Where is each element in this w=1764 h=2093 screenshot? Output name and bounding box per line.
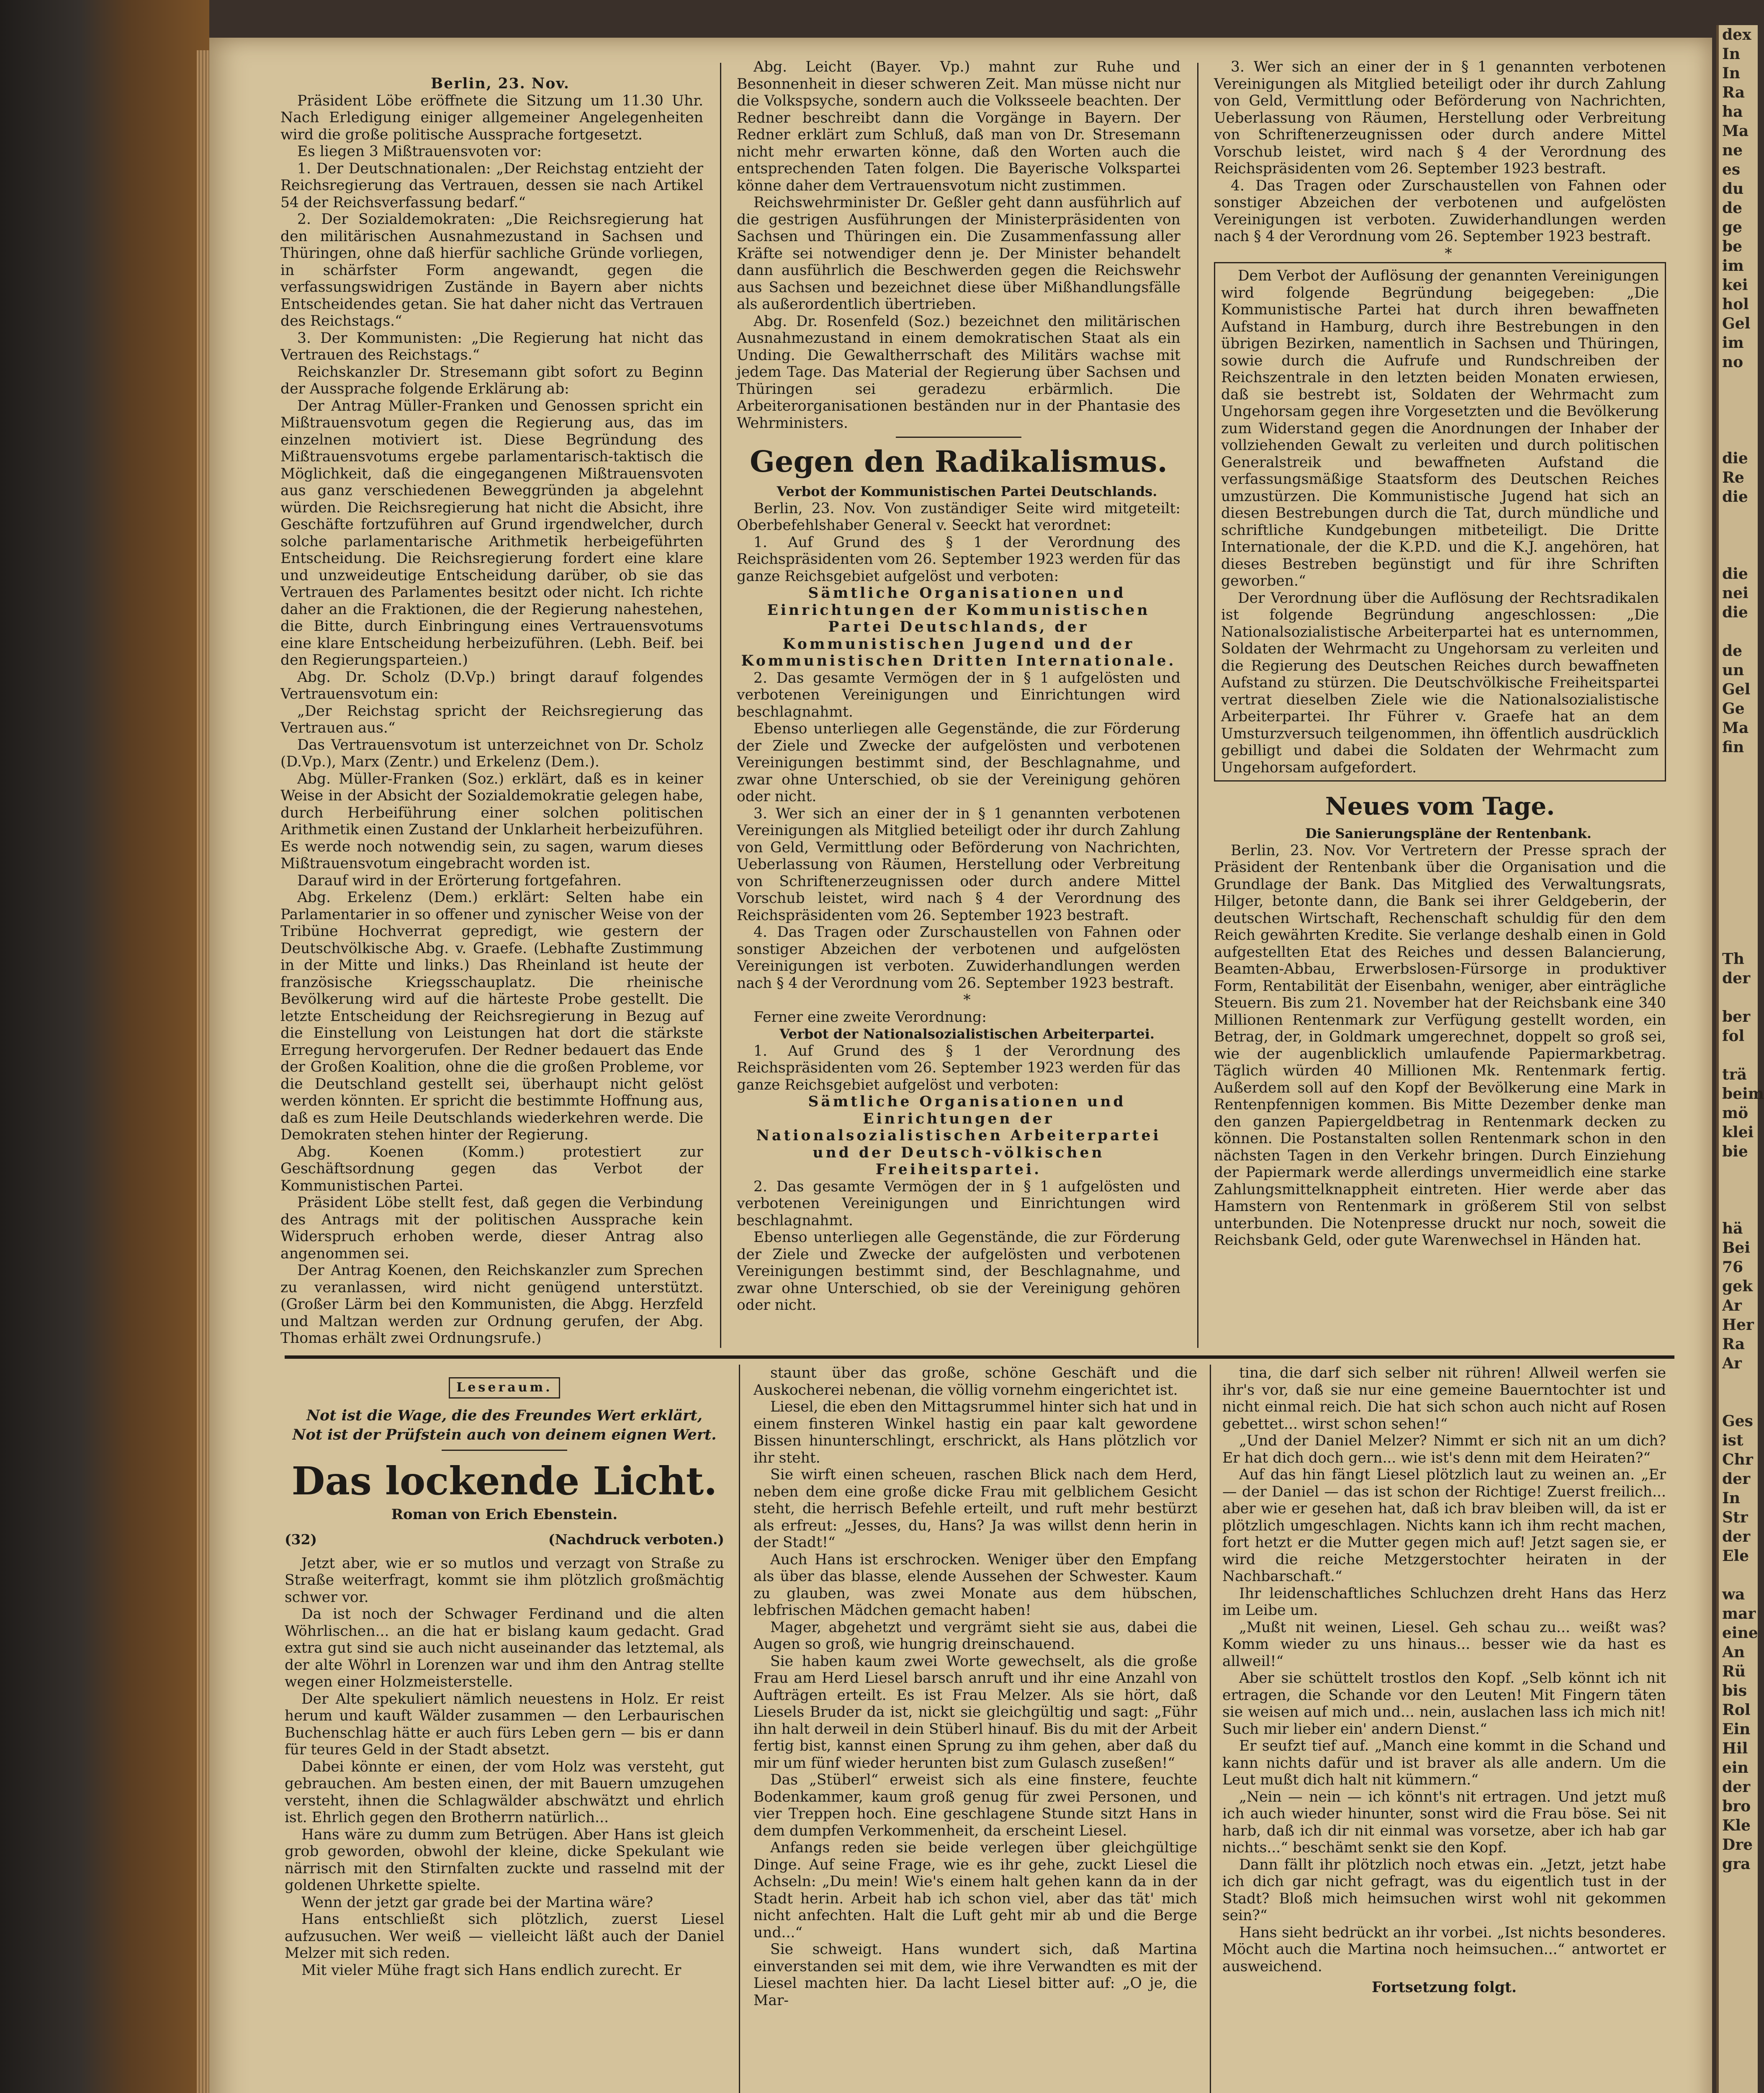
paragraph: Es liegen 3 Mißtrauensvoten vor: — [297, 143, 542, 160]
adjacent-page-fragment: Str — [1722, 1509, 1748, 1526]
adjacent-page-fragment: du — [1722, 180, 1744, 198]
column-divider — [1210, 1365, 1211, 2093]
paragraph: Berlin, 23. Nov. Vor Vertretern der Presse sprach der Präsident der Rentenbank über die Organisation und die Grundlage der Bank. Das Mitglied des Verwaltungsrats, Hilger, betonte dann, die Bank sei ihrer Geldgeberin, der deutschen Wirtschaft, Rechenschaft schuldig für den dem Reich gewährten Kredite. Sie verlange deshalb einen in Gold aufgestellten Etat des Reiches und dessen Balancierung, Beamten-Abbau, Erwerbslosen-Fürsorge in produktiver Form, Rentabilität der Eisenbahn, weniger, aber einträgliche Steuern. Bis zum 21. November hat der Reichsbank eine 340 Millionen Rentenmark zur Verfügung gestellt worden, ein Betrag, der, in Goldmark umgerechnet, doppelt so groß sei, wie der augenblicklich umlaufende Papiermarkbetrag. Täglich würden 40 Millionen Mk. Rentenmark fertig. Außerdem soll auf den Kopf der Bevölkerung eine Mark in Rentenpfennigen kommen. Bis Mitte Dezember denke man den ganzen Papiergeldbetrag in Rentenmark decken zu können. Die Postanstalten sollen Rentenmark schon in den nächsten Tagen in den Verkehr bringen. Durch Einziehung der Papiermark werde allerdings unvermeidlich eine starke Zahlungsmittelknappheit eintreten. Hier werde aber das Hamstern von Rentenmark in größerem Stil von selbst unterbunden. Die Notenpresse druckt nur noch, soweit die Reichsbank Geld, oder gute Warenwechsel in Händen hat. — [1214, 842, 1666, 1249]
paragraph: Abg. Dr. Scholz (D.Vp.) bringt darauf folgendes Vertrauensvotum ein: — [280, 669, 703, 702]
decree-text: Sämtliche Organisationen und Einrichtungen der Nationalsozialistischen Arbeiterpartei und der Deutsch-völkischen Freiheitspartei. — [756, 1093, 1161, 1178]
paragraph: Ihr leidenschaftliches Schluchzen dreht Hans das Herz im Leibe um. — [1222, 1585, 1666, 1619]
section-divider-rule — [285, 1355, 1674, 1359]
adjacent-page-fragment: ber — [1722, 1008, 1751, 1026]
adjacent-page-fragment: Ra — [1722, 84, 1745, 101]
adjacent-page-fragment: ne — [1722, 141, 1743, 159]
paragraph: Der Antrag Müller-Franken und Genossen spricht ein Mißtrauensvotum gegen die Regierung aus, das im einzelnen motiviert ist. Diese Begründung des Mißtrauensvotums ergebe parlamentarisch-taktisch die Möglichkeit, daß die eingegangenen Mißtrauensvoten aus ganz verschiedenen Beweggründen ja abgelehnt würden. Die Reichsregierung hat nicht die Absicht, ihre Geschäfte fortzuführen auf Grund irgendwelcher, durch solche parlamentarische Arithmetik herbeigeführten Entscheidung. Die Reichsregierung fordert eine klare und unzweideutige Entscheidung darüber, ob sie das Vertrauen des Parlamentes besitzt oder nicht. Ich richte daher an die Fraktionen, die der Regierung nahestehen, die Bitte, durch Einbringung eines Vertrauensvotums eine klare Entscheidung herbeizuführen. (Lebh. Beif. bei den Regierungsparteien.) — [280, 397, 703, 669]
adjacent-page-fragment — [1719, 988, 1758, 1007]
adjacent-page-fragment: no — [1722, 353, 1743, 371]
paragraph: Ebenso unterliegen alle Gegenstände, die zur Förderung der Ziele und Zwecke der aufgelösten und verbotenen Vereinigungen bestimmt sind, der Beschlagnahme, und zwar ohne Unterschied, ob sie der Vereinigung gehören oder nicht. — [737, 720, 1180, 805]
section-rule — [442, 1450, 567, 1451]
adjacent-page-fragment: Ein — [1722, 1720, 1751, 1738]
adjacent-page-fragment — [1719, 1566, 1758, 1585]
column-divider — [1197, 63, 1198, 1348]
decree-text: Sämtliche Organisationen und Einrichtungen der Kommunistischen Partei Deutschlands, der Kommunistischen Jugend und der Kommunistischen Dritten Internationale. — [741, 585, 1176, 669]
adjacent-page-fragment: Ele — [1722, 1547, 1749, 1565]
adjacent-page-fragment: Gel — [1722, 315, 1751, 332]
paragraph: Hans wäre zu dumm zum Betrügen. Aber Hans ist gleich grob geworden, obwohl der kleine, dicke Spekulant wie närrisch mit den Stirnfalten zuckte und rasselnd mit der goldenen Uhrkette spielte. — [285, 1826, 724, 1894]
novel-author: Roman von Erich Ebenstein. — [391, 1506, 618, 1523]
paragraph: Der Alte spekuliert nämlich neuestens in Holz. Er reist herum und kauft Wälder zusammen — den Lerbaurischen Buchenschlag hätte er auch fürs Leben gern — bis er dann für teures Geld in der Stadt absetzt. — [285, 1690, 724, 1758]
adjacent-page-fragment: die — [1722, 450, 1748, 467]
column-2 — [737, 59, 1180, 1314]
adjacent-page-fragment — [1719, 872, 1758, 892]
adjacent-page-strip — [1716, 25, 1764, 2093]
adjacent-page-fragment — [1719, 526, 1758, 545]
adjacent-page-fragment — [1719, 1180, 1758, 1200]
adjacent-page-fragment: trä — [1722, 1066, 1747, 1083]
subheadline: Verbot der Nationalsozialistischen Arbeiterpartei. — [779, 1026, 1155, 1042]
paragraph: Liesel, die eben den Mittagsrummel hinter sich hat und in einem finsteren Winkel hastig ein paar kalt gewordene Bissen hinunterschlingt, erschrickt, als Hans plötzlich vor ihr steht. — [753, 1399, 1197, 1466]
column-divider — [720, 63, 721, 1348]
paragraph: 3. Der Kommunisten: „Die Regierung hat nicht das Vertrauen des Reichstags.“ — [280, 329, 703, 363]
adjacent-page-fragment — [1719, 1373, 1758, 1392]
adjacent-page-fragment: dex — [1722, 26, 1751, 44]
adjacent-page-fragment: Kle — [1722, 1817, 1751, 1834]
novel-column-1 — [285, 1377, 724, 1979]
subheadline: Die Sanierungspläne der Rentenbank. — [1305, 825, 1592, 841]
adjacent-page-fragment: Dre — [1722, 1836, 1753, 1854]
adjacent-page-fragment: ist — [1722, 1432, 1743, 1449]
adjacent-page-fragment: Bei — [1722, 1239, 1751, 1257]
adjacent-page-fragment: be — [1722, 238, 1743, 255]
motto-line: Not ist der Prüfstein auch von deinem eignen Wert. — [292, 1426, 717, 1443]
paragraph: Hans entschließt sich plötzlich, zuerst Liesel aufzusuchen. Wer weiß — vielleicht läßt auch der Daniel Melzer mit sich reden. — [285, 1911, 724, 1962]
paragraph: Ebenso unterliegen alle Gegenstände, die zur Förderung der Ziele und Zwecke der aufgelösten und verbotenen Vereinigungen bestimmt sind, der Beschlagnahme, und zwar ohne Unterschied, ob sie der Vereinigung gehören oder nicht. — [737, 1229, 1180, 1314]
headline: Neues vom Tage. — [1325, 792, 1555, 820]
adjacent-page-fragment: Gel — [1722, 681, 1751, 698]
adjacent-page-fragment: An — [1722, 1643, 1745, 1661]
paragraph: Abg. Koenen (Komm.) protestiert zur Geschäftsordnung gegen das Verbot der Kommunistischen Partei. — [280, 1143, 703, 1194]
adjacent-page-fragment: der — [1722, 1528, 1751, 1545]
adjacent-page-fragment — [1719, 410, 1758, 429]
adjacent-page-fragment: 76 — [1722, 1258, 1743, 1276]
paragraph: Abg. Müller-Franken (Soz.) erklärt, daß es in keiner Weise in der Absicht der Sozialdemokratie gelegen habe, durch Herbeiführung einer solchen politischen Arithmetik einen Zustand der Unklarheit herbeizuführen. Es werde noch notwendig sein, zu sagen, warum dieses Mißtrauensvotum eingebracht worden ist. — [280, 770, 703, 872]
adjacent-page-fragment: die — [1722, 604, 1748, 621]
adjacent-page-fragment: In — [1722, 1489, 1741, 1507]
column-divider — [739, 1365, 740, 2093]
adjacent-page-fragment: bie — [1722, 1143, 1748, 1160]
adjacent-page-fragment: mö — [1722, 1104, 1749, 1122]
paragraph: 3. Wer sich an einer der in § 1 genannten verbotenen Vereinigungen als Mitglied beteiligt oder ihr durch Zahlung von Geld, Vermittlung oder Beförderung von Nachrichten, Ueberlassung von Räumen, Herstellung oder Verbreitung von Schriftenerzeugnissen oder durch andere Mittel Vorschub leistet, wird nach § 4 der Verordnung des Reichspräsidenten vom 26. September 1923 bestraft. — [737, 805, 1180, 924]
adjacent-page-fragment: Chr — [1722, 1451, 1753, 1468]
adjacent-page-fragment: ha — [1722, 103, 1743, 121]
paragraph: Mager, abgehetzt und vergrämt sieht sie aus, dabei die Augen so groß, wie hungrig dreinschauend. — [753, 1619, 1197, 1653]
paragraph: 2. Das gesamte Vermögen der in § 1 aufgelösten und verbotenen Vereinigungen und Einrichtungen wird beschlagnahmt. — [737, 669, 1180, 720]
separator-star: * — [1445, 245, 1452, 262]
adjacent-page-fragment: Re — [1722, 469, 1744, 486]
adjacent-page-fragment: klei — [1722, 1124, 1754, 1141]
adjacent-page-fragment — [1719, 892, 1758, 911]
adjacent-page-fragment: im — [1722, 334, 1744, 352]
adjacent-page-fragment: Rü — [1722, 1663, 1746, 1680]
adjacent-page-fragment: fin — [1722, 738, 1744, 756]
paragraph: Reichskanzler Dr. Stresemann gibt sofort zu Beginn der Aussprache folgende Erklärung ab: — [280, 363, 703, 397]
paragraph: Der Verordnung über die Auflösung der Rechtsradikalen ist folgende Begründung angeschlossen: „Die Nationalsozialistische Arbeiterpartei hat es unternommen, Soldaten der Wehrmacht zu Ungehorsam zu verleiten und die Regierung des Deutschen Reiches durch bewaffneten Aufstand zu stürzen. Die Deutschvölkische Freiheitspartei vertrat dieselben Ziele wie die Nationalsozialistische Arbeiterpartei. Ihr Führer v. Graefe hat an dem Umsturzversuch teilgenommen, ihn öffentlich ausdrücklich gebilligt und dabei die Soldaten der Wehrmacht zum Ungehorsam aufgefordert. — [1221, 589, 1659, 776]
adjacent-page-fragment: ein — [1722, 1759, 1749, 1777]
paragraph: 2. Das gesamte Vermögen der in § 1 aufgelösten und verbotenen Vereinigungen und Einrichtungen wird beschlagnahmt. — [737, 1178, 1180, 1229]
adjacent-page-fragment — [1719, 1161, 1758, 1180]
adjacent-page-fragment: der — [1722, 969, 1751, 987]
paragraph: Dabei könnte er einen, der vom Holz was versteht, gut gebrauchen. Am besten einen, der mit Bauern umzugehen versteht, ihnen die Schlagwälder abschwätzt und ehrlich ist. Ehrlich gegen den Brotherrn natürlich... — [285, 1758, 724, 1826]
paragraph: Dem Verbot der Auflösung der genannten Vereinigungen wird folgende Begründung beigegeben: „Die Kommunistische Partei hat durch ihren bewaffneten Aufstand in Hamburg, durch ihre Bestrebungen in den übrigen Bezirken, namentlich in Sachsen und Thüringen, sowie durch die Aufrufe und Rundschreiben der Reichszentrale in den letzten beiden Monaten erwiesen, daß sie bestrebt ist, Soldaten der Wehrmacht zum Ungehorsam gegen ihre Vorgesetzten und die Bevölkerung zum Widerstand gegen die Anordnungen der Inhaber der vollziehenden Gewalt zu verleiten und durch politischen Generalstreik und bewaffneten Aufstand die verfassungsmäßige Staatsform des Deutschen Reiches umzustürzen. Die Kommunistische Jugend hat sich an diesen Bestrebungen durch die Tat, durch mündliche und schriftliche Kundgebungen mitbeteiligt. Die Dritte Internationale, der die K.P.D. und die K.J. angehören, hat dieses Bestreben begünstigt und für ihre Schriften geworben.“ — [1221, 267, 1659, 589]
paragraph: Auf das hin fängt Liesel plötzlich laut zu weinen an. „Er — der Daniel — das ist schon der Richtige! Zuerst freilich... aber wie er gesehen hat, daß ich brav bleiben will, da ist er plötzlich umgeschlagen. Nichts kann ich ihm recht machen, fort hetzt er die Mutter gegen mich auf! Jetzt sagen sie, er wird die reiche Metzgerstochter heiraten in der Nachbarschaft.“ — [1222, 1466, 1666, 1585]
adjacent-page-fragment: In — [1722, 45, 1741, 63]
paragraph: 1. Der Deutschnationalen: „Der Reichstag entzieht der Reichsregierung das Vertrauen, dessen sie nach Artikel 54 der Reichsverfassung bedarf.“ — [280, 160, 703, 211]
adjacent-page-fragment: gek — [1722, 1278, 1753, 1295]
adjacent-page-fragment: In — [1722, 64, 1741, 82]
adjacent-page-fragment — [1719, 911, 1758, 930]
paragraph: „Nein — nein — ich könnt's nit ertragen. Und jetzt muß ich auch wieder hinunter, sonst wird die Frau böse. Sei nit harb, daß ich dir nit einmal was vorsetze, aber ich hab gar nichts...“ beschämt senkt sie den Kopf. — [1222, 1788, 1666, 1856]
paragraph: Abg. Dr. Rosenfeld (Soz.) bezeichnet den militärischen Ausnahmezustand in einem demokratischen Staat als ein Unding. Die Gewaltherrschaft des Militärs wachse mit jedem Tage. Das Material der Regierung über Sachsen und Thüringen sei geradezu erbärmlich. Die Arbeiterorganisationen beständen nur in der Phantasie des Wehrministers. — [737, 313, 1180, 432]
adjacent-page-fragment: Ges — [1722, 1412, 1753, 1430]
adjacent-page-fragment: bro — [1722, 1797, 1751, 1815]
adjacent-page-fragment: es — [1722, 161, 1741, 178]
column-3 — [1214, 59, 1666, 1249]
adjacent-page-fragment — [1719, 757, 1758, 776]
novel-column-2 — [753, 1365, 1197, 2009]
adjacent-page-fragment: beim — [1722, 1085, 1764, 1103]
paragraph: Abg. Erkelenz (Dem.) erklärt: Selten habe ein Parlamentarier in so offener und zynischer Weise von der Tribüne Hochverrat gepredigt, wie gestern der Deutschvölkische Abg. v. Graefe. (Lebhafte Zustimmung in der Mitte und links.) Das Rheinland ist heute der französische Kriegsschauplatz. Die rheinische Bevölkerung wird auf die härteste Probe gestellt. Die letzte Entscheidung der Reichsregierung in Bezug auf die Einstellung von Leistungen hat dort die stärkste Erregung hervorgerufen. Der Redner bedauert das Ende der Großen Koalition, ohne die die großen Probleme, vor die Deutschland gestellt sei, überhaupt nicht gelöst werden könnten. Er spricht die bestimmte Hoffnung aus, daß es zum Heile Deutschlands wiederkehren werde. Die Demokraten stehen hinter der Regierung. — [280, 889, 703, 1143]
paragraph: „Und der Daniel Melzer? Nimmt er sich nit an um dich? Er hat dich doch gern... wie ist's denn mit dem Heiraten?“ — [1222, 1432, 1666, 1466]
paragraph: Auch Hans ist erschrocken. Weniger über den Empfang als über das blasse, elende Aussehen der Schwester. Kaum zu glauben, was zwei Monate aus dem hübschen, lebfrischen Mädchen gemacht haben! — [753, 1551, 1197, 1619]
adjacent-page-fragment — [1719, 834, 1758, 853]
adjacent-page-fragment — [1719, 1046, 1758, 1065]
paragraph: Hans sieht bedrückt an ihr vorbei. „Ist nichts besonderes. Möcht auch die Martina noch heimsuchen...“ antwortet er ausweichend. — [1222, 1924, 1666, 1975]
paragraph: Berlin, 23. Nov. Von zuständiger Seite wird mitgeteilt: Oberbefehlshaber General v. Seeckt hat verordnet: — [737, 500, 1180, 534]
adjacent-page-fragment — [1719, 815, 1758, 834]
adjacent-page-fragment: wa — [1722, 1586, 1745, 1603]
adjacent-page-fragment: Hil — [1722, 1740, 1748, 1757]
column-1 — [280, 75, 703, 1347]
adjacent-page-fragment: Ge — [1722, 700, 1745, 717]
paragraph: Aber sie schüttelt trostlos den Kopf. „Selb könnt ich nit ertragen, die Schande vor den Leuten! Mit Fingern täten sie weisen auf mich und... nein, auslachen lass ich mich nit! Such mir lieber ein' andern Dienst.“ — [1222, 1670, 1666, 1738]
section-rule — [896, 437, 1021, 438]
adjacent-page-fragment — [1719, 622, 1758, 641]
adjacent-page-fragment: hol — [1722, 296, 1749, 313]
paragraph: Anfangs reden sie beide verlegen über gleichgültige Dinge. Auf seine Frage, wie es ihr gehe, zuckt Liesel die Achseln: „Du mein! Wie's einem halt gehen kann da in der Stadt herin. Arbeit hab ich schon viel, aber das tät' mich nicht anfechten. Halt die Luft geht mir ab und die Berge und...“ — [753, 1839, 1197, 1941]
adjacent-page-fragment: fol — [1722, 1027, 1745, 1045]
installment-row — [285, 1531, 724, 1548]
adjacent-page-fragment: Ar — [1722, 1297, 1742, 1314]
adjacent-page-fragment: Ma — [1722, 122, 1749, 140]
adjacent-page-fragment: die — [1722, 488, 1748, 506]
adjacent-page-fragment — [1719, 507, 1758, 526]
paragraph: Der Antrag Koenen, den Reichskanzler zum Sprechen zu veranlassen, wird nicht genügend unterstützt. (Großer Lärm bei den Kommunisten, die Abgg. Herzfeld und Maltzan werden zur Ordnung gerufen, der Abg. Thomas erhält zwei Ordnungsrufe.) — [280, 1262, 703, 1347]
adjacent-page-fragment: hä — [1722, 1220, 1743, 1237]
paragraph: 1. Auf Grund des § 1 der Verordnung des Reichspräsidenten vom 26. September 1923 werden für das ganze Reichsgebiet aufgelöst und verboten: — [737, 1042, 1180, 1093]
adjacent-page-fragment — [1719, 853, 1758, 872]
paragraph: „Mußt nit weinen, Liesel. Geh schau zu... weißt was? Komm wieder zu uns hinaus... besser wie da hast es allweil!“ — [1222, 1619, 1666, 1670]
paragraph: 3. Wer sich an einer der in § 1 genannten verbotenen Vereinigungen als Mitglied beteiligt oder ihr durch Zahlung von Geld, Vermittlung oder Beförderung von Nachrichten, Ueberlassung von Räumen, Herstellung oder Verbreitung von Schriftenerzeugnissen oder durch andere Mittel Vorschub leistet, wird nach § 4 der Verordnung des Reichspräsidenten vom 26. September 1923 bestraft. — [1214, 59, 1666, 177]
paragraph: Reichswehrminister Dr. Geßler geht dann ausführlich auf die gestrigen Ausführungen der Ministerpräsidenten von Sachsen und Thüringen ein. Die Zusammenfassung aller Kräfte sei notwendiger denn je. Der Minister behandelt dann ausführlich die Beschwerden gegen die Reichswehr aus Sachsen und bezeichnet diese über Mißhandlungsfälle als außerordentlich übertrieben. — [737, 194, 1180, 313]
adjacent-page-fragment: Her — [1722, 1316, 1754, 1334]
adjacent-page-fragment: Rol — [1722, 1701, 1751, 1719]
paragraph: „Der Reichstag spricht der Reichsregierung das Vertrauen aus.“ — [280, 702, 703, 736]
paragraph: Sie wirft einen scheuen, raschen Blick nach dem Herd, neben dem eine große dicke Frau mit gelblichem Gesicht steht, die herrisch Befehle erteilt, und ruft mehr bestürzt als erfreut: „Jesses, du, Hans? Ja was willst denn herin in der Stadt!“ — [753, 1466, 1197, 1551]
paragraph: Ferner eine zweite Verordnung: — [753, 1008, 987, 1026]
adjacent-page-fragment: de — [1722, 199, 1743, 217]
adjacent-page-fragment: gra — [1722, 1855, 1751, 1873]
paragraph: Sie haben kaum zwei Worte gewechselt, als die große Frau am Herd Liesel barsch anruft und ihr eine Anzahl von Aufträgen erteilt. Es ist Frau Melzer. Als sie hört, daß Liesels Bruder da ist, nickt sie gleichgültig und sagt: „Führ ihn halt derweil in dein Stüberl hinauf. Bis du mit der Arbeit fertig bist, kannst einen Sprung zu ihm gehen, aber daß du mir um fünf wieder herunten bist zum Gulasch zuseßen!“ — [753, 1653, 1197, 1772]
adjacent-page-fragment — [1719, 391, 1758, 410]
adjacent-page-fragment: Ar — [1722, 1355, 1742, 1372]
paragraph: Wenn der jetzt gar grade bei der Martina wäre? — [301, 1894, 653, 1911]
paragraph: Er seufzt tief auf. „Manch eine kommt in die Schand und kann nichts dafür und ist braver als alle andern. Um die Leut mußt dich halt nit kümmern.“ — [1222, 1738, 1666, 1788]
adjacent-page-fragment: der — [1722, 1470, 1751, 1488]
adjacent-page-fragment — [1719, 372, 1758, 391]
adjacent-page-fragment — [1719, 776, 1758, 795]
adjacent-page-fragment — [1719, 930, 1758, 949]
adjacent-page-fragment: bis — [1722, 1682, 1747, 1700]
subheadline: Verbot der Kommunistischen Partei Deutschlands. — [777, 483, 1157, 499]
paragraph: Das Vertrauensvotum ist unterzeichnet von Dr. Scholz (D.Vp.), Marx (Zentr.) und Erkelenz (Dem.). — [280, 736, 703, 770]
paragraph: staunt über das große, schöne Geschäft und die Auskocherei nebenan, die völlig vornehm eingerichtet ist. — [753, 1365, 1197, 1399]
paragraph: Sie schweigt. Hans wundert sich, daß Martina einverstanden sei mit dem, wie ihre Verwandten es mit der Liesel machten hier. Da lacht Liesel bitter auf: „O je, die Mar- — [753, 1941, 1197, 2009]
paragraph: Jetzt aber, wie er so mutlos und verzagt von Straße zu Straße weiterfragt, kommt sie ihm plötzlich großmächtig schwer vor. — [285, 1555, 724, 1606]
adjacent-page-fragment: der — [1722, 1778, 1751, 1796]
book-binding — [0, 0, 209, 2093]
adjacent-page-fragment: nei — [1722, 584, 1749, 602]
adjacent-page-fragment — [1719, 1200, 1758, 1219]
paragraph: 2. Der Sozialdemokraten: „Die Reichsregierung hat den militärischen Ausnahmezustand in Sachsen und Thüringen, ohne daß hierfür sachliche Gründe vorliegen, in schärfster Form angewandt, gegen die verfassungswidrigen Zustände in Bayern aber nichts Entscheidendes getan. Sie hat daher nicht das Vertrauen des Reichstags.“ — [280, 211, 703, 329]
paragraph: Präsident Löbe stellt fest, daß gegen die Verbindung des Antrags mit der politischen Aussprache kein Widerspruch erhoben werde, dieser Antrag also angenommen sei. — [280, 1194, 703, 1262]
paragraph: Mit vieler Mühe fragt sich Hans endlich zurecht. Er — [301, 1962, 681, 1979]
paragraph: Dann fällt ihr plötzlich noch etwas ein. „Jetzt, jetzt habe ich dich gar nicht gefragt, was du eigentlich tust in der Stadt? Bloß mich heimsuchen wirst wohl nit gekommen sein?“ — [1222, 1856, 1666, 1924]
novel-column-3 — [1222, 1365, 1666, 1996]
adjacent-page-fragment: Ma — [1722, 719, 1749, 737]
adjacent-page-fragment: im — [1722, 257, 1744, 275]
adjacent-page-fragment — [1719, 429, 1758, 449]
continuation-note: Fortsetzung folgt. — [1372, 1979, 1517, 1996]
motto-title: Leseraum. — [449, 1377, 560, 1399]
adjacent-page-fragment: ge — [1722, 219, 1743, 236]
installment-number: (32) — [285, 1531, 317, 1548]
paragraph: Da ist noch der Schwager Ferdinand und die alten Wöhrlischen... an die hat er bislang kaum gedacht. Grad extra gut sind sie auch nicht auseinander das letztemal, als der alte Wöhrl in Lorenzen war und ihm den Antrag stellte wegen einer Holzmeisterstelle. — [285, 1606, 724, 1690]
paragraph: Präsident Löbe eröffnete die Sitzung um 11.30 Uhr. Nach Erledigung einiger allgemeiner Angelegenheiten wird die große politische Aussprache fortgesetzt. — [280, 92, 703, 143]
dateline: Berlin, 23. Nov. — [431, 75, 570, 92]
paragraph: 4. Das Tragen oder Zurschaustellen von Fahnen oder sonstiger Abzeichen der verbotenen und aufgelösten Vereinigungen ist verboten. Zuwiderhandlungen werden nach § 4 der Verordnung vom 26. September 1923 bestraft. — [737, 924, 1180, 992]
reprint-note: (Nachdruck verboten.) — [548, 1531, 724, 1548]
paragraph: 4. Das Tragen oder Zurschaustellen von Fahnen oder sonstiger Abzeichen der verbotenen und aufgelösten Vereinigungen ist verboten. Zuwiderhandlungen werden nach § 4 der Verordnung vom 26. September 1923 bestraft. — [1214, 177, 1666, 245]
motto-line: Not ist die Wage, die des Freundes Wert erklärt, — [306, 1406, 702, 1424]
headline: Gegen den Radikalismus. — [750, 444, 1167, 479]
separator-star: * — [963, 992, 971, 1008]
paragraph: Darauf wird in der Erörterung fortgefahren. — [297, 872, 622, 889]
adjacent-page-fragment: Th — [1722, 950, 1744, 968]
adjacent-page-fragment: kei — [1722, 276, 1748, 294]
adjacent-page-fragment: de — [1722, 642, 1743, 660]
adjacent-page-fragment: mar — [1722, 1605, 1756, 1622]
adjacent-page-fragment — [1719, 545, 1758, 564]
boxed-statement — [1214, 262, 1666, 782]
adjacent-page-fragment — [1719, 795, 1758, 815]
paragraph: tina, die darf sich selber nit rühren! Allweil werfen sie ihr's vor, daß sie nur eine gemeine Bauerntochter ist und nicht einmal reich. Die hat sich schon auch nicht auf Rosen gebettet... wirst schon sehen!“ — [1222, 1365, 1666, 1432]
adjacent-page-fragment: eine — [1722, 1624, 1758, 1642]
paragraph: 1. Auf Grund des § 1 der Verordnung des Reichspräsidenten vom 26. September 1923 werden für das ganze Reichsgebiet aufgelöst und verboten: — [737, 534, 1180, 585]
adjacent-page-fragment: Ra — [1722, 1335, 1745, 1353]
paragraph: Abg. Leicht (Bayer. Vp.) mahnt zur Ruhe und Besonnenheit in dieser schweren Zeit. Man müsse nicht nur die Volkspsyche, sondern auch die Volksseele beachten. Der Redner beschreibt dann die Vorgänge in Bayern. Der Redner erklärt zum Schluß, daß man von Dr. Stresemann nicht mehr erwarten könne, daß den Worten auch die entsprechenden Taten folgen. Die Bayerische Volkspartei könne daher dem Vertrauensvotum nicht zustimmen. — [737, 59, 1180, 194]
paragraph: Das „Stüberl“ erweist sich als eine finstere, feuchte Bodenkammer, kaum groß genug für zwei Personen, und vier Treppen hoch. Eine geschlagene Stunde sitzt Hans in dem dumpfen Verkommenheit, da erscheint Liesel. — [753, 1772, 1197, 1839]
adjacent-page-fragment: un — [1722, 661, 1744, 679]
adjacent-page-fragment: die — [1722, 565, 1748, 583]
novel-title: Das lockende Licht. — [291, 1458, 717, 1504]
adjacent-page-fragment — [1719, 1392, 1758, 1412]
